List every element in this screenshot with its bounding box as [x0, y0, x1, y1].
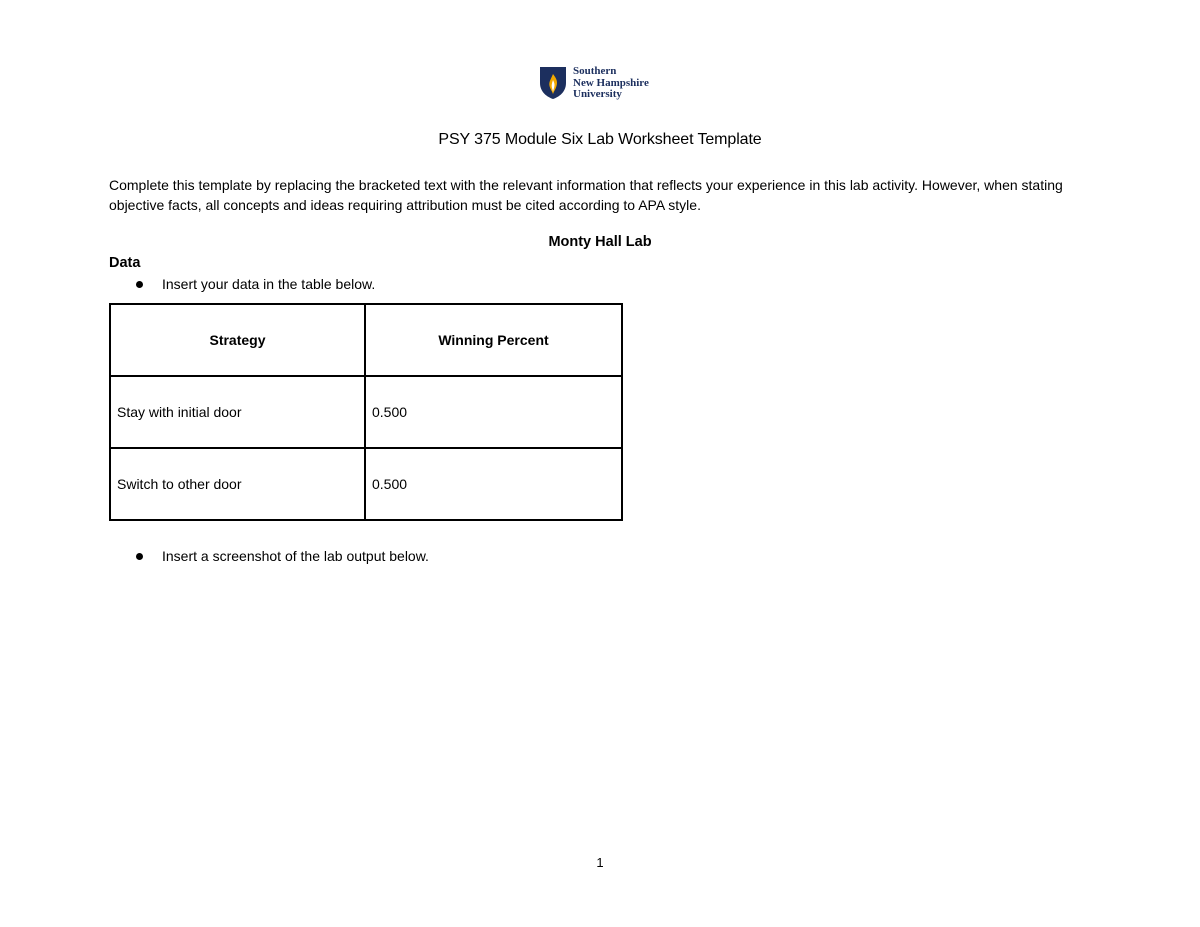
bullet-text: Insert a screenshot of the lab output below. — [162, 548, 429, 564]
bullet-dot-icon — [136, 281, 143, 288]
bullet-insert-data — [136, 276, 375, 292]
intro-paragraph: Complete this template by replacing the bracketed text with the relevant information that reflects your experience in this lab activity. However, when stating objective facts, all concepts and ideas requiring attribution must be cited according to APA style. — [109, 177, 1063, 213]
logo-line-3: University — [573, 88, 622, 100]
logo-line-1: Southern — [573, 65, 617, 77]
lab-subtitle: Monty Hall Lab — [548, 234, 652, 250]
logo-line-2: New Hampshire — [573, 76, 649, 89]
shield-flame-icon — [539, 66, 567, 100]
header-strategy: Strategy — [110, 304, 365, 376]
cell-strategy[interactable]: Switch to other door — [110, 448, 365, 520]
table-header-row — [110, 304, 622, 376]
cell-winning-percent[interactable]: 0.500 — [365, 376, 622, 448]
data-table — [109, 303, 623, 521]
cell-strategy[interactable]: Stay with initial door — [110, 376, 365, 448]
logo-wordmark — [573, 66, 649, 101]
table-row — [110, 376, 622, 448]
bullet-dot-icon — [136, 553, 143, 560]
document-title: PSY 375 Module Six Lab Worksheet Template — [438, 131, 762, 148]
cell-winning-percent[interactable]: 0.500 — [365, 448, 622, 520]
section-heading-data: Data — [109, 255, 141, 271]
bullet-insert-screenshot — [136, 548, 429, 564]
bullet-text: Insert your data in the table below. — [162, 276, 376, 292]
page-number: 1 — [596, 855, 604, 870]
header-winning-percent: Winning Percent — [365, 304, 622, 376]
university-logo — [539, 66, 649, 101]
table-row — [110, 448, 622, 520]
